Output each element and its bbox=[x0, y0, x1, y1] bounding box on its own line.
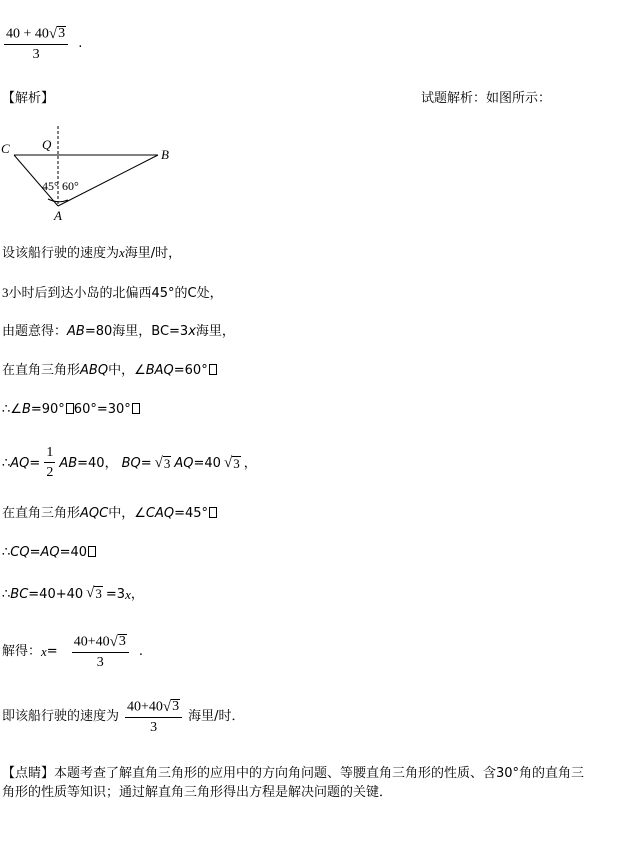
line-1: 设该船行驶的速度为x海里/时， bbox=[2, 245, 182, 261]
line-2: 3小时后到达小岛的北偏西45°的C处， bbox=[2, 285, 223, 301]
sqrt-expression: √ 3 bbox=[154, 454, 171, 471]
line-3: 由题意得：AB=80海里，BC=3x海里， bbox=[2, 324, 235, 339]
line-10: 解得： x = 40+40 √ 3 3 . bbox=[2, 633, 143, 670]
summary-line-1: 【点睛】本题考查了解直角三角形的应用中的方向角问题、等腰直角三角形的性质、含30°角的直角三 bbox=[2, 766, 585, 781]
sqrt-expression: √ 3 bbox=[86, 585, 102, 602]
half-fraction: $\frac{1}{2}$ bbox=[46, 445, 54, 480]
speed-fraction: 40+40 √ 3 3 bbox=[125, 699, 182, 735]
unknown-glyph-box bbox=[88, 546, 96, 557]
line-9: ∴ BC =40+40 √ 3 =3 x ， bbox=[2, 585, 144, 602]
line-6: ∴ AQ = $\frac{1}{2}$ AB =40， BQ = √ 3 AQ =40 √ 3 ， bbox=[2, 445, 257, 480]
analysis-label: 【解析】 bbox=[2, 91, 55, 106]
label-b: B bbox=[161, 147, 169, 162]
label-45: 45° bbox=[42, 179, 59, 193]
summary-line-2: 角形的性质等知识；通过解直角三角形得出方程是解决问题的关键． bbox=[2, 785, 393, 800]
unknown-glyph-box bbox=[209, 364, 217, 375]
unknown-glyph-box bbox=[132, 403, 140, 414]
label-q: Q bbox=[42, 137, 52, 152]
sqrt-expression: √ 3 bbox=[109, 633, 126, 650]
sqrt-expression: √ 3 bbox=[223, 454, 240, 471]
angle-arc bbox=[48, 199, 68, 202]
line-4: 在直角三角形ABQ中，∠BAQ=60° bbox=[2, 364, 217, 377]
label-c: C bbox=[1, 141, 10, 156]
label-60: 60° bbox=[62, 179, 79, 193]
summary-label: 【点睛】 bbox=[2, 766, 55, 781]
unknown-glyph-box bbox=[209, 507, 217, 518]
top-answer bbox=[4, 26, 82, 62]
analysis-note: 试题解析：如图所示： bbox=[421, 91, 552, 106]
sqrt-expression: √ 3 bbox=[162, 698, 180, 715]
trailing-period: . bbox=[78, 36, 83, 52]
fraction-denominator: 3 bbox=[32, 46, 40, 62]
sqrt-expression: √ 3 bbox=[48, 25, 66, 42]
fraction-numerator: 40 + 40 √ 3 bbox=[4, 26, 68, 45]
unknown-glyph-box bbox=[66, 403, 74, 414]
solution-fraction: 40+40 √ 3 3 bbox=[72, 634, 129, 670]
line-11: 即该船行驶的速度为 40+40 √ 3 3 海里/时． bbox=[2, 698, 245, 735]
line-8: ∴CQ=AQ=40 bbox=[2, 546, 96, 559]
top-answer-fraction bbox=[4, 26, 68, 62]
line-7: 在直角三角形AQC中，∠CAQ=45° bbox=[2, 507, 217, 520]
triangle-figure bbox=[0, 122, 190, 227]
line-5: ∴∠B=90° 60°=30° bbox=[2, 403, 140, 416]
label-a: A bbox=[54, 208, 62, 223]
